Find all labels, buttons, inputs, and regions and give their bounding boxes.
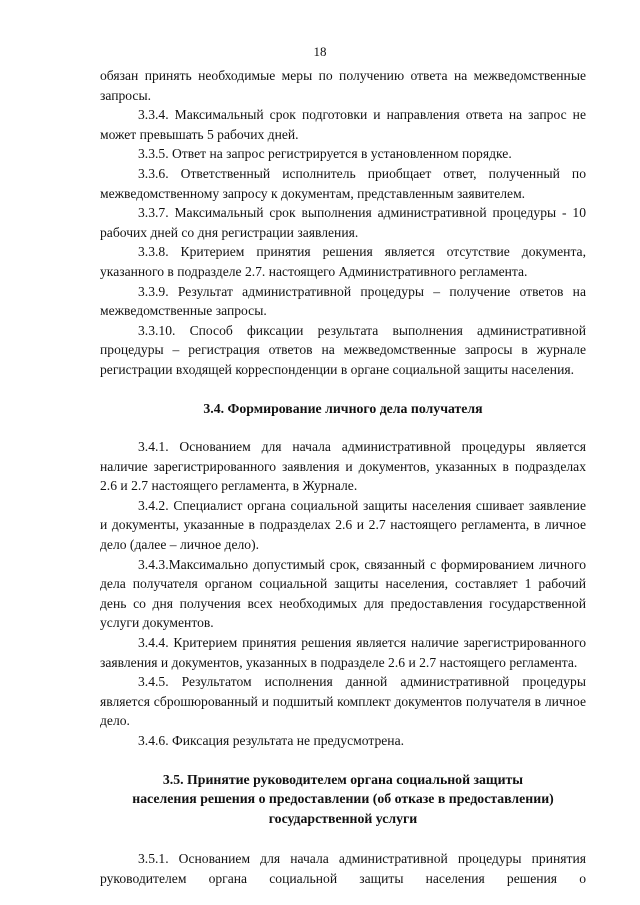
paragraph: 3.3.4. Максимальный срок подготовки и направления ответа на запрос не может превышать 5 рабочих дней. bbox=[100, 107, 586, 142]
paragraph: 3.4.5. Результатом исполнения данной административной процедуры является сброшюрованный и подшитый комплект документов получателя в личное дело. bbox=[100, 674, 586, 729]
paragraph: 3.4.2. Специалист органа социальной защиты населения сшивает заявление и документы, указанные в подразделах 2.6 и 2.7 настоящего регламента, в личное дело (далее – личное дело). bbox=[100, 497, 586, 553]
spacer bbox=[100, 751, 586, 770]
paragraph: 3.5.1. Основанием для начала административной процедуры принятия руководителем органа социальной защиты населения решения о bbox=[100, 851, 586, 886]
document-body bbox=[100, 66, 586, 889]
paragraph: 3.3.7. Максимальный срок выполнения административной процедуры - 10 рабочих дней со дня регистрации заявления. bbox=[100, 205, 586, 240]
page-number: 18 bbox=[313, 44, 327, 59]
spacer bbox=[100, 380, 586, 399]
spacer bbox=[100, 418, 586, 437]
paragraph: 3.3.5. Ответ на запрос регистрируется в установленном порядке. bbox=[138, 146, 512, 162]
paragraph: 3.3.10. Способ фиксации результата выполнения административной процедуры – регистрация ответов на межведомственные запросы в журнале регистрации входящей корреспонденции в органе социальной защиты населения. bbox=[100, 322, 586, 377]
paragraph: 3.3.6. Ответственный исполнитель приобщает ответ, полученный по межведомственному запросу к документам, представленным заявителем. bbox=[100, 165, 586, 201]
paragraph: 3.4.4. Критерием принятия решения является наличие зарегистрированного заявления и документов, указанных в подразделе 2.6 и 2.7 настоящего регламента. bbox=[100, 635, 586, 670]
spacer bbox=[100, 828, 586, 849]
paragraph: 3.4.3.Максимально допустимый срок, связанный с формированием личного дела получателя органом социальной защиты населения, составляет 1 рабочий день со дня получения всех необходимых для предоставления государственной услуги документов. bbox=[100, 556, 586, 631]
section-heading-3-5-line-3: государственной услуги bbox=[268, 810, 418, 826]
paragraph: 3.3.9. Результат административной процедуры – получение ответов на межведомственные запросы. bbox=[100, 283, 586, 319]
paragraph: 3.4.1. Основанием для начала административной процедуры является наличие зарегистрированного заявления и документов, указанных в подразделах 2.6 и 2.7 настоящего регламента, в Журнале. bbox=[100, 439, 586, 494]
section-heading-3-5-line-2: населения решения о предоставлении (об отказе в предоставлении) bbox=[132, 791, 554, 807]
paragraph: 3.4.6. Фиксация результата не предусмотрена. bbox=[138, 733, 405, 748]
section-heading-3-4: 3.4. Формирование личного дела получателя bbox=[203, 400, 483, 416]
section-heading-3-5-line-1: 3.5. Принятие руководителем органа социальной защиты bbox=[162, 771, 524, 787]
paragraph: обязан принять необходимые меры по получению ответа на межведомственные запросы. bbox=[100, 68, 586, 103]
paragraph: 3.3.8. Критерием принятия решения является отсутствие документа, указанного в подразделе 2.7. настоящего Административного регламента. bbox=[100, 244, 586, 279]
